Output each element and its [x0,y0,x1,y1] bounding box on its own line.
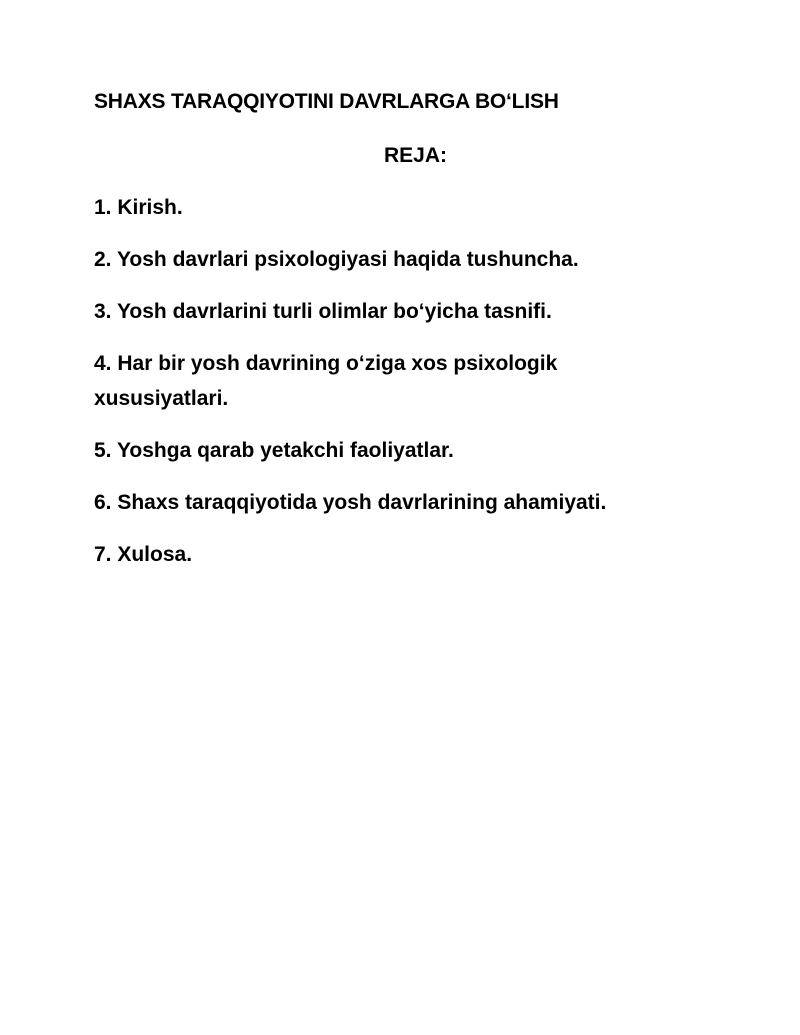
plan-item: 5. Yoshga qarab yetakchi faoliyatlar. [94,439,454,462]
document-title: SHAXS TARAQQIYOTINI DAVRLARGA BO‘LISH [94,90,559,113]
plan-item: 6. Shaxs taraqqiyotida yosh davrlarining ahamiyati. [94,491,607,514]
plan-list [94,190,694,572]
plan-item: 2. Yosh davrlari psixologiyasi haqida tushuncha. [94,248,579,271]
plan-item: 4. Har bir yosh davrining o‘ziga xos psixologik xususiyatlari. [94,352,558,410]
plan-item: 7. Xulosa. [94,543,193,566]
plan-heading: REJA: [384,144,448,167]
plan-item: 1. Kirish. [94,196,183,219]
plan-item: 3. Yosh davrlarini turli olimlar bo‘yicha tasnifi. [94,300,552,323]
